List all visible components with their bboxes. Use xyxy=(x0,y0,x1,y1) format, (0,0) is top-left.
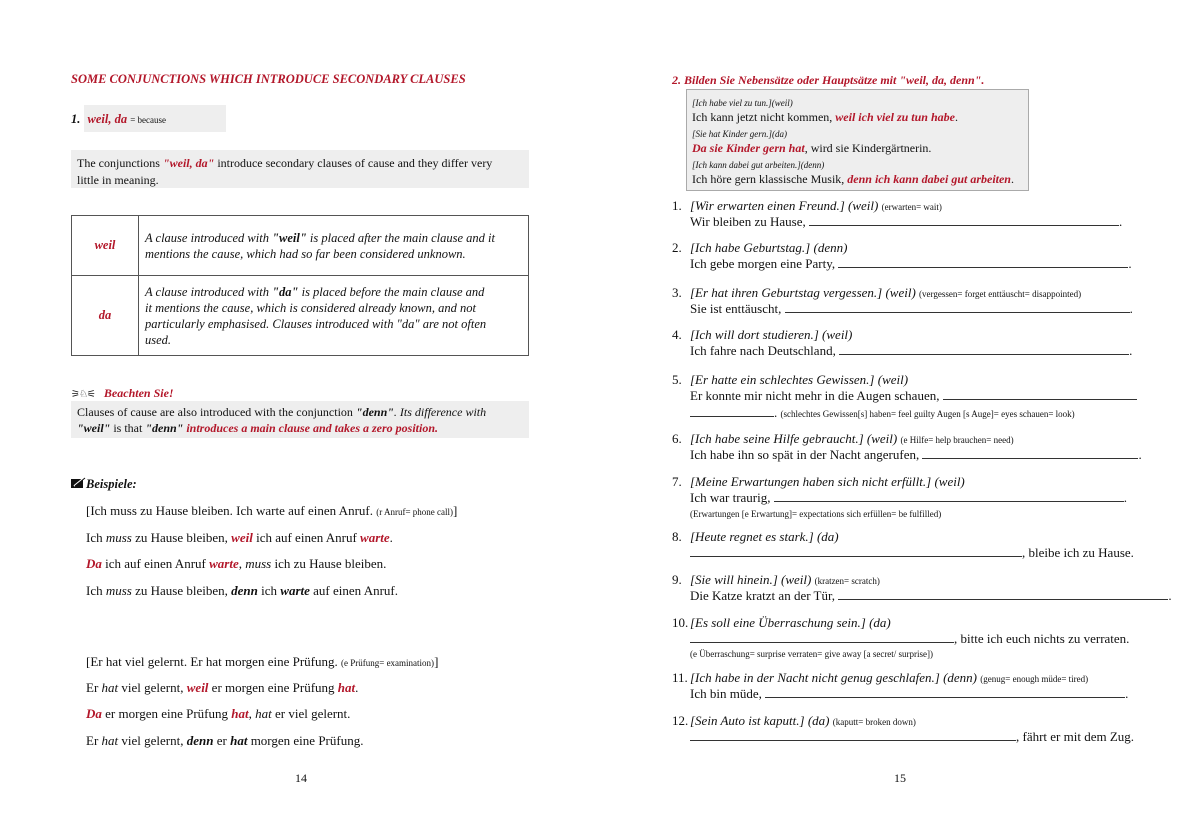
exercise-answer-line: Ich fahre nach Deutschland, . xyxy=(690,343,1133,358)
table-desc-weil: A clause introduced with "weil" is placed after the main clause and it mentions the cause, which had so far been considered unknown. xyxy=(139,216,529,276)
table-row xyxy=(72,276,529,356)
page-heading: SOME CONJUNCTIONS WHICH INTRODUCE SECONDARY CLAUSES xyxy=(71,72,466,86)
section-number: 1. xyxy=(71,112,81,126)
page-number-right: 15 xyxy=(894,771,906,785)
answer-blank[interactable] xyxy=(774,491,1124,502)
exercise-prompt: 11. [Ich habe in der Nacht nicht genug geschlafen.] (denn) (genug= enough müde= tired) xyxy=(672,670,1089,685)
exercise-heading: 2. Bilden Sie Nebensätze oder Hauptsätze mit "weil, da, denn". xyxy=(672,73,985,87)
exercise-prompt: 9. [Sie will hinein.] (weil) (kratzen= scratch) xyxy=(672,572,880,587)
model-prompt: [Ich habe viel zu tun.](weil) xyxy=(692,98,793,108)
model-examples xyxy=(692,95,1014,188)
exercise-prompt: 3. [Er hat ihren Geburtstag vergessen.] (weil) (vergessen= forget enttäuscht= disappointed) xyxy=(672,285,1082,300)
exercise-prompt: 1. [Wir erwarten einen Freund.] (weil) (erwarten= wait) xyxy=(672,198,942,213)
exercise-prompt: 2. [Ich habe Geburtstag.] (denn) xyxy=(672,240,848,255)
conjunction-table xyxy=(71,215,529,356)
exercise-prompt: 5. [Er hatte ein schlechtes Gewissen.] (weil) xyxy=(672,372,909,387)
exercise-prompt: 4. [Ich will dort studieren.] (weil) xyxy=(672,327,853,342)
exercise-answer-line: Ich gebe morgen eine Party, . xyxy=(690,256,1132,271)
exercise-prompt: 8. [Heute regnet es stark.] (da) xyxy=(672,529,839,544)
exercise-answer-line: , fährt er mit dem Zug. xyxy=(690,729,1134,745)
exercise-answer-line: Ich war traurig, . xyxy=(690,490,1127,505)
model-prompt: [Ich kann dabei gut arbeiten.](denn) xyxy=(692,160,825,170)
exercise-answer-line: Wir bleiben zu Hause, . xyxy=(690,214,1123,229)
answer-blank[interactable] xyxy=(943,389,1137,400)
model-answer: Ich höre gern klassische Musik, denn ich kann dabei gut arbeiten. xyxy=(692,172,1014,186)
answer-blank[interactable] xyxy=(765,687,1125,698)
table-row xyxy=(72,216,529,276)
table-key-weil: weil xyxy=(72,216,139,276)
exercise-prompt: 10. [Es soll eine Überraschung sein.] (da) xyxy=(672,615,891,630)
exercise-answer-line: Die Katze kratzt an der Tür, . xyxy=(690,588,1172,603)
answer-blank[interactable] xyxy=(838,589,1168,600)
exercise-answer-line-2: . (schlechtes Gewissen[s] haben= feel guilty Augen [s Auge]= eyes schauen= look) xyxy=(690,405,1075,421)
exercise-answer-line: Ich bin müde, . xyxy=(690,686,1129,701)
exercise-answer-line: Sie ist enttäuscht, . xyxy=(690,301,1133,316)
section-1-title xyxy=(71,112,166,127)
answer-blank[interactable] xyxy=(690,632,954,643)
example-2-source: [Er hat viel gelernt. Er hat morgen eine Prüfung. (e Prüfung= examination)] xyxy=(86,654,439,669)
answer-blank[interactable] xyxy=(838,257,1128,268)
answer-blank[interactable] xyxy=(690,730,1016,741)
example-1-source: [Ich muss zu Hause bleiben. Ich warte auf einen Anruf. (r Anruf= phone call)] xyxy=(86,503,458,518)
table-desc-da: A clause introduced with "da" is placed before the main clause and it mentions the cause, which is considered already known, and not particularly emphasised. Clauses introduced with "da" are not often used. xyxy=(139,276,529,356)
example-1-denn: Ich muss zu Hause bleiben, denn ich warte auf einen Anruf. xyxy=(86,583,398,598)
exercise-prompt: 6. [Ich habe seine Hilfe gebraucht.] (weil) (e Hilfe= help brauchen= need) xyxy=(672,431,1014,446)
intro-text: The conjunctions "weil, da" introduce secondary clauses of cause and they differ very little in meaning. xyxy=(77,156,493,187)
answer-blank[interactable] xyxy=(809,215,1119,226)
section-gloss: = because xyxy=(130,115,167,125)
page-number-left: 14 xyxy=(295,771,307,785)
exercise-gloss: (e Überraschung= surprise verraten= give away [a secret/ surprise]) xyxy=(690,649,934,659)
exercise-prompt: 7. [Meine Erwartungen haben sich nicht erfüllt.] (weil) xyxy=(672,474,965,489)
exercise-answer-line: Er konnte mir nicht mehr in die Augen schauen, xyxy=(690,388,1137,404)
pencil-paper-icon xyxy=(71,477,86,489)
note-text: Clauses of cause are also introduced with the conjunction "denn". Its difference with "weil" is that "denn" introduces a main clause and takes a zero position. xyxy=(77,405,487,435)
answer-blank[interactable] xyxy=(922,448,1138,459)
exercise-gloss: (Erwartungen [e Erwartung]= expectations sich erfüllen= be fulfilled) xyxy=(690,509,942,519)
exercise-answer-line: , bleibe ich zu Hause. xyxy=(690,545,1134,561)
section-words: weil, da xyxy=(87,112,128,126)
table-key-da: da xyxy=(72,276,139,356)
examples-header xyxy=(71,477,137,492)
answer-blank[interactable] xyxy=(785,302,1130,313)
example-1-weil: Ich muss zu Hause bleiben, weil ich auf einen Anruf warte. xyxy=(86,530,393,545)
note-title: Beachten Sie! xyxy=(103,386,174,400)
example-1-da: Da ich auf einen Anruf warte, muss ich zu Hause bleiben. xyxy=(86,556,387,571)
examples-title: Beispiele: xyxy=(86,477,137,491)
model-answer: Ich kann jetzt nicht kommen, weil ich viel zu tun habe. xyxy=(692,110,958,124)
example-2-da: Da er morgen eine Prüfung hat, hat er viel gelernt. xyxy=(86,706,351,721)
example-2-denn: Er hat viel gelernt, denn er hat morgen eine Prüfung. xyxy=(86,733,364,748)
attention-icon: ⚞♘⚟ xyxy=(71,389,95,400)
model-answer: Da sie Kinder gern hat, wird sie Kindergärtnerin. xyxy=(692,141,932,155)
model-prompt: [Sie hat Kinder gern.](da) xyxy=(692,129,787,139)
note-header xyxy=(71,386,174,401)
answer-blank[interactable] xyxy=(690,546,1022,557)
exercise-answer-line: , bitte ich euch nichts zu verraten. xyxy=(690,631,1129,647)
exercise-answer-line: Ich habe ihn so spät in der Nacht angerufen, . xyxy=(690,447,1142,462)
answer-blank[interactable] xyxy=(839,344,1129,355)
example-2-weil: Er hat viel gelernt, weil er morgen eine Prüfung hat. xyxy=(86,680,359,695)
exercise-prompt: 12. [Sein Auto ist kaputt.] (da) (kaputt= broken down) xyxy=(672,713,916,728)
answer-blank[interactable] xyxy=(690,406,774,417)
